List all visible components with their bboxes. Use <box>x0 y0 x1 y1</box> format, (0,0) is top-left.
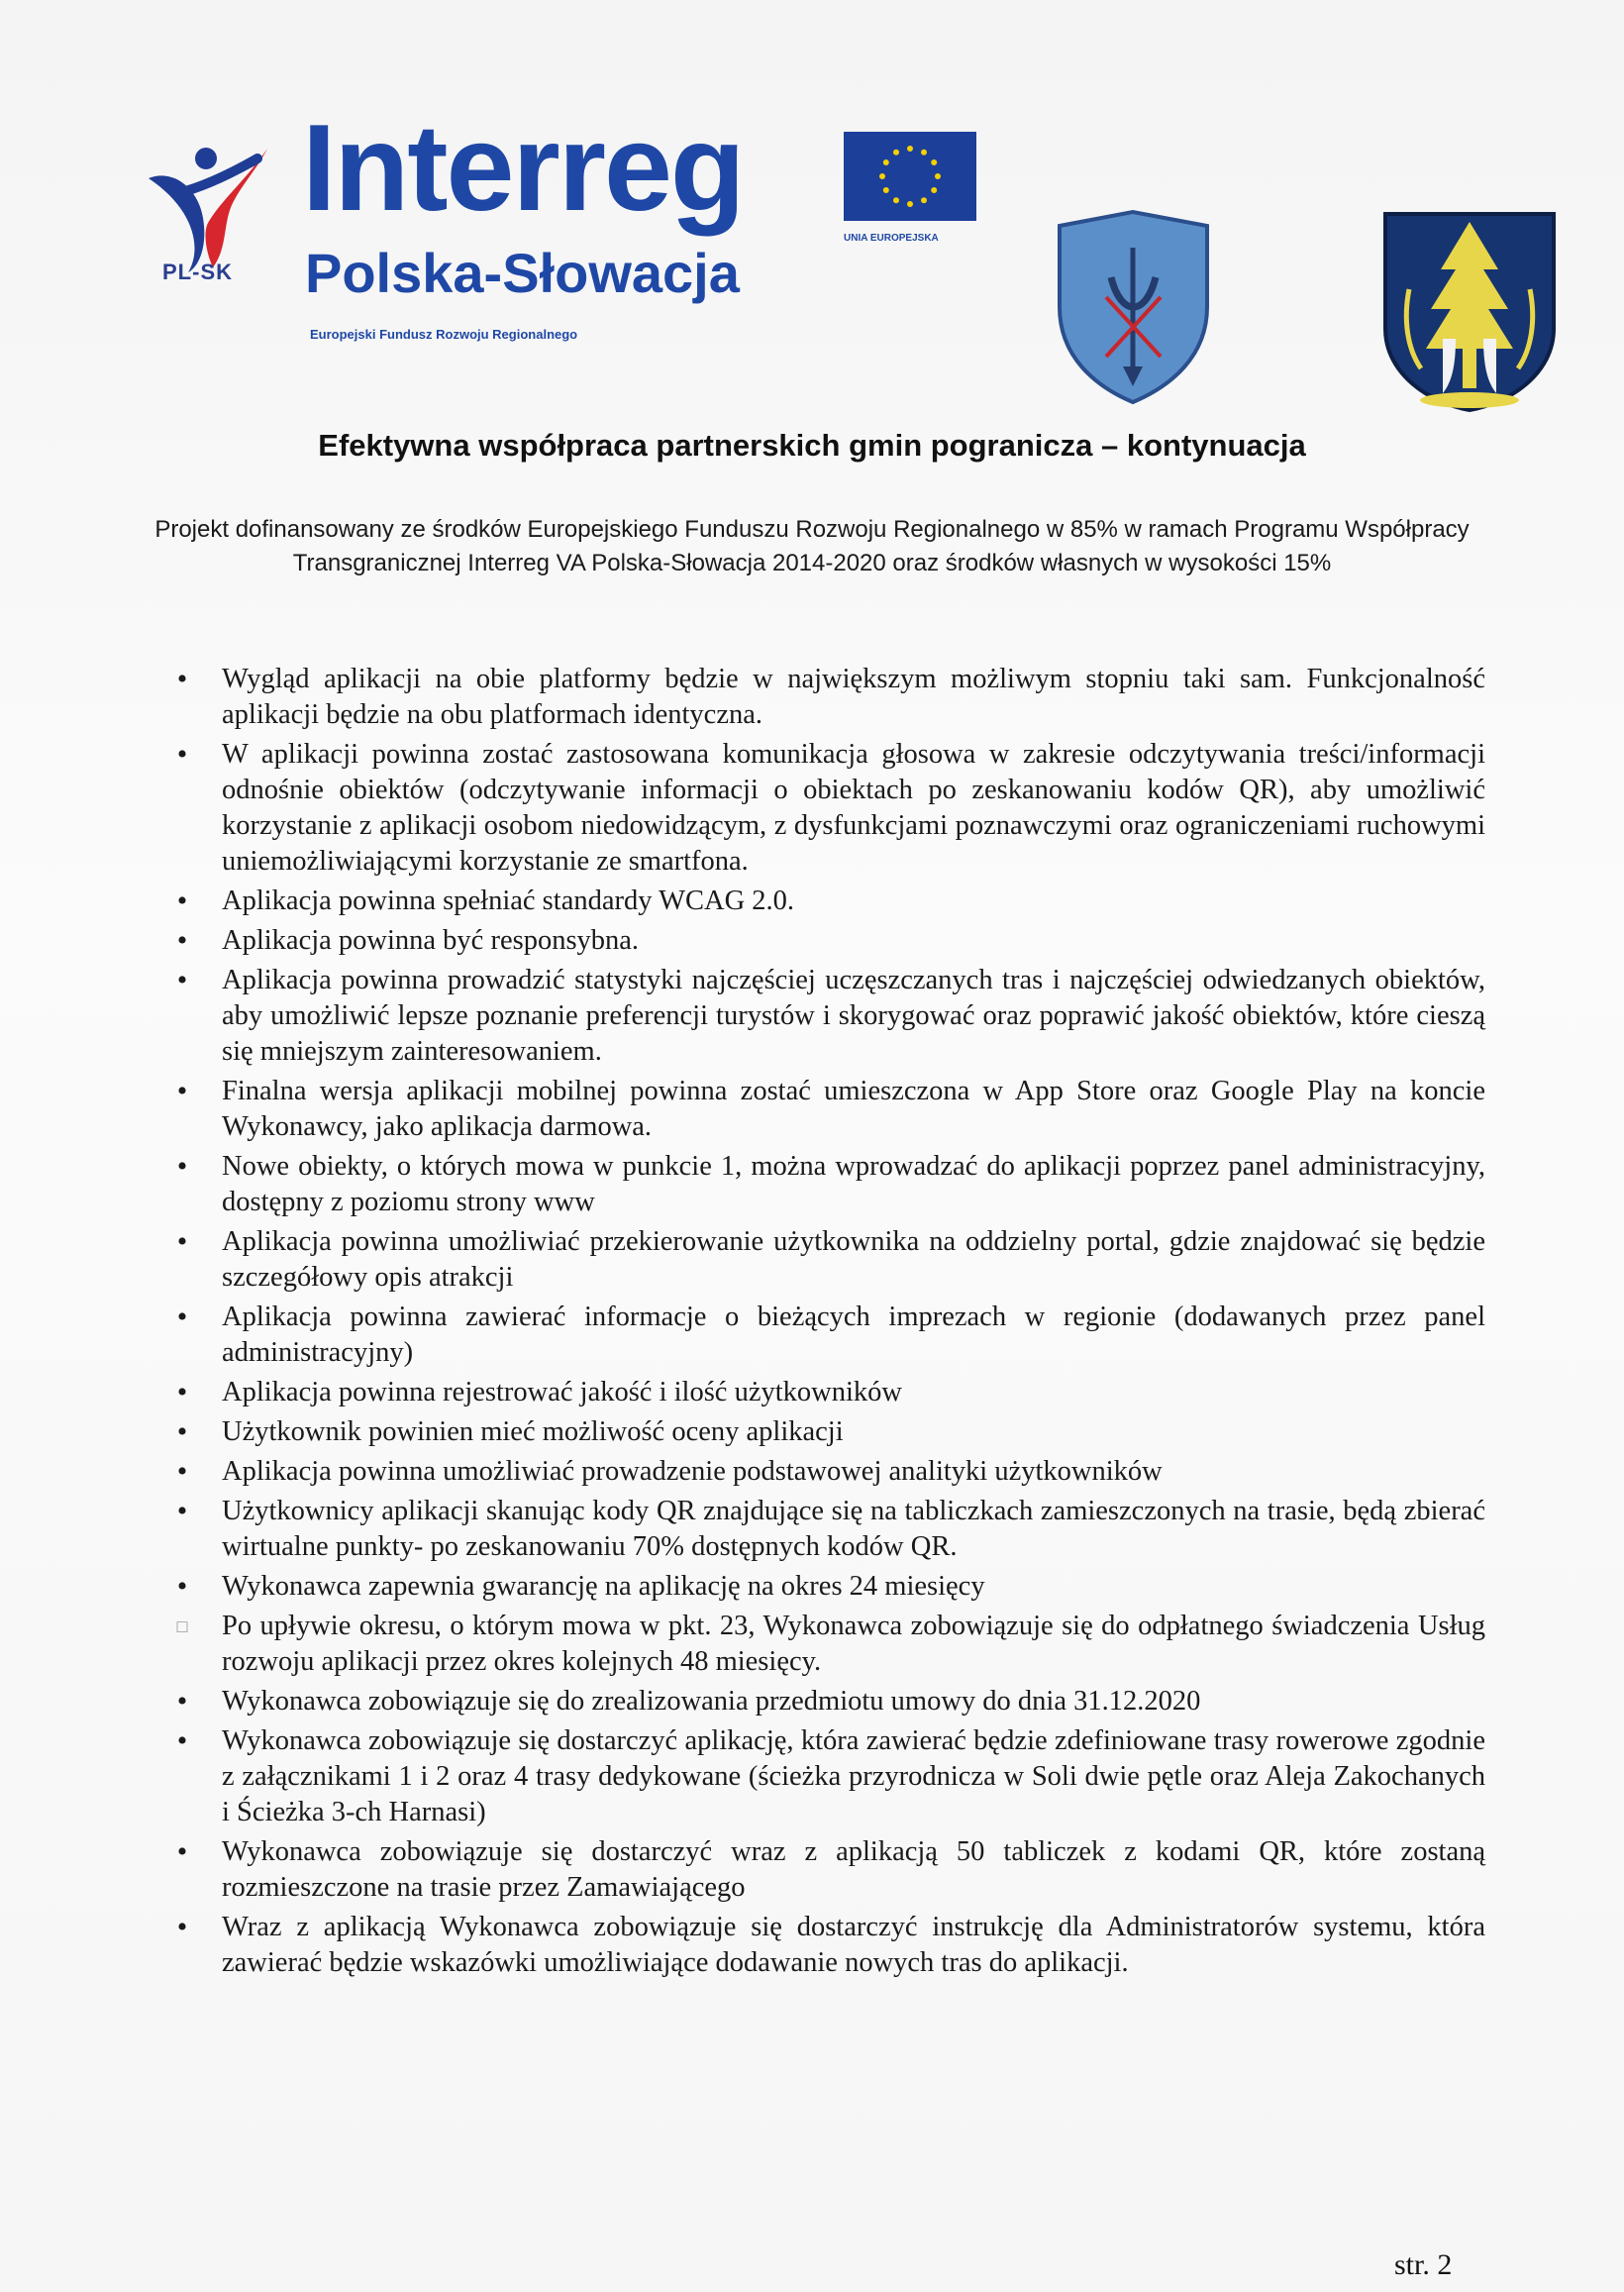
list-item <box>158 1609 1485 1680</box>
list-item-text: Wykonawca zobowiązuje się dostarczyć aplikację, która zawierać będzie zdefiniowane trasy rowerowe zgodnie z załącznikami 1 i 2 oraz 4 trasy dedykowane (ścieżka przyrodnicza w Soli dwie pętle oraz Aleja Zakochanych i Ścieżka 3-ch Harnasi) <box>222 1725 1485 1827</box>
list-item <box>158 963 1485 1070</box>
list-item-text: Użytkownicy aplikacji skanując kody QR znajdujące się na tabliczkach zamieszczonych na trasie, będą zbierać wirtualne punkty- po zeskanowaniu 70% dostępnych kodów QR. <box>222 1496 1485 1562</box>
list-item-text: Wraz z aplikacją Wykonawca zobowiązuje się dostarczyć instrukcję dla Administratorów systemu, która zawierać będzie wskazówki umożliwiające dodawanie nowych tras do aplikacji. <box>222 1912 1485 1978</box>
bullet-marker: • <box>176 738 188 771</box>
eu-star <box>935 173 941 179</box>
list-item <box>158 1684 1485 1719</box>
list-item-text: Wykonawca zobowiązuje się dostarczyć wraz z aplikacją 50 tabliczek z kodami QR, które zostaną rozmieszczone na trasie przez Zamawiającego <box>222 1836 1485 1903</box>
list-item <box>158 1723 1485 1830</box>
list-item-text: W aplikacji powinna zostać zastosowana komunikacja głosowa w zakresie odczytywania treści/informacji odnośnie obiektów (odczytywanie informacji o obiektach po zeskanowaniu kodów QR), aby umożliwić korzystanie z aplikacji osobom niedowidzącym, z dysfunkcjami poznawczymi oraz ograniczeniami ruchowymi uniemożliwiającymi korzystanie ze smartfona. <box>222 739 1485 877</box>
eu-star <box>893 197 899 203</box>
list-item-text: Aplikacja powinna spełniać standardy WCAG 2.0. <box>222 886 795 916</box>
list-item-text: Użytkownik powinien mieć możliwość oceny aplikacji <box>222 1416 844 1447</box>
list-item <box>158 1074 1485 1145</box>
bullet-marker: □ <box>176 1616 188 1636</box>
list-item-text: Aplikacja powinna umożliwiać przekierowanie użytkownika na oddzielny portal, gdzie znajdować się będzie szczegółowy opis atrakcji <box>222 1226 1485 1293</box>
bullet-marker: • <box>176 1835 188 1868</box>
program-name: Interreg <box>302 100 744 237</box>
page-number: str. 2 <box>1394 2248 1453 2281</box>
list-item-text: Wygląd aplikacji na obie platformy będzie w największym możliwym stopniu taki sam. Funkcjonalność aplikacji będzie na obu platformach identyczna. <box>222 664 1485 730</box>
eu-star <box>879 173 885 179</box>
bullet-marker: • <box>176 1075 188 1107</box>
list-item <box>158 1149 1485 1220</box>
list-item-text: Aplikacja powinna prowadzić statystyki najczęściej uczęszczanych tras i najczęściej odwiedzanych obiektów, aby umożliwić lepsze poznanie preferencji turystów i skorygować oraz poprawić jakość obiektów, które cieszą się mniejszym zainteresowaniem. <box>222 965 1485 1067</box>
bullet-marker: • <box>176 1570 188 1603</box>
eu-star <box>931 159 937 165</box>
bullet-marker: • <box>176 1455 188 1488</box>
bullet-marker: • <box>176 1685 188 1718</box>
eu-star <box>893 150 899 156</box>
eu-star <box>907 201 913 207</box>
list-item <box>158 923 1485 959</box>
list-item <box>158 1494 1485 1565</box>
eu-star <box>907 146 913 152</box>
eu-star <box>921 150 927 156</box>
interreg-logo <box>129 100 822 357</box>
bullet-marker: • <box>176 663 188 695</box>
bullet-marker: • <box>176 924 188 957</box>
list-item-text: Aplikacja powinna rejestrować jakość i ilość użytkowników <box>222 1377 902 1407</box>
list-item <box>158 1910 1485 1981</box>
bullet-marker: • <box>176 1225 188 1258</box>
program-region: Polska-Słowacja <box>305 242 740 304</box>
list-item-text: Finalna wersja aplikacji mobilnej powinna zostać umieszczona w App Store oraz Google Play na koncie Wykonawcy, jako aplikacja darmowa. <box>222 1076 1485 1142</box>
interreg-figure-icon <box>129 129 277 277</box>
list-item-text: Po upływie okresu, o którym mowa w pkt. 23, Wykonawca zobowiązuje się do odpłatnego świadczenia Usług rozwoju aplikacji przez okres kolejnych 48 miesięcy. <box>222 1611 1485 1677</box>
program-fund: Europejski Fundusz Rozwoju Regionalnego <box>310 327 578 342</box>
eu-star <box>921 197 927 203</box>
coat-of-arms-icon <box>1381 210 1558 412</box>
list-item <box>158 1414 1485 1450</box>
list-item <box>158 737 1485 880</box>
bullet-marker: • <box>176 1911 188 1943</box>
list-item-text: Nowe obiekty, o których mowa w punkcie 1, można wprowadzać do aplikacji poprzez panel administracyjny, dostępny z poziomu strony www <box>222 1151 1485 1217</box>
bullet-marker: • <box>176 885 188 917</box>
document-title: Efektywna współpraca partnerskich gmin pogranicza – kontynuacja <box>318 428 1306 463</box>
eu-star <box>931 187 937 193</box>
list-item <box>158 1569 1485 1605</box>
list-item <box>158 1454 1485 1490</box>
bullet-marker: • <box>176 1301 188 1333</box>
program-badge: PL-SK <box>162 260 233 284</box>
funding-note: Projekt dofinansowany ze środków Europejskiego Funduszu Rozwoju Regionalnego w 85% w ramach Programu Współpracy Transgranicznej Interreg VA Polska-Słowacja 2014-2020 oraz środków własnych w wysokości 15% <box>154 516 1470 576</box>
bullet-marker: • <box>176 1495 188 1527</box>
eu-flag-icon <box>844 132 976 221</box>
list-item <box>158 1224 1485 1296</box>
bullet-marker: • <box>176 964 188 996</box>
list-item <box>158 884 1485 919</box>
requirements-list <box>158 662 1485 1985</box>
list-item <box>158 1300 1485 1371</box>
list-item <box>158 1375 1485 1410</box>
list-item <box>158 1834 1485 1906</box>
eu-star <box>883 159 889 165</box>
rajcza-shield-icon <box>1052 208 1215 406</box>
eu-label: UNIA EUROPEJSKA <box>844 233 939 244</box>
bullet-marker: • <box>176 1376 188 1408</box>
list-item-text: Wykonawca zobowiązuje się do zrealizowania przedmiotu umowy do dnia 31.12.2020 <box>222 1686 1201 1717</box>
bullet-marker: • <box>176 1415 188 1448</box>
list-item-text: Aplikacja powinna być responsybna. <box>222 925 640 956</box>
list-item-text: Wykonawca zapewnia gwarancję na aplikację na okres 24 miesięcy <box>222 1571 985 1602</box>
bullet-marker: • <box>176 1724 188 1757</box>
bullet-marker: • <box>176 1150 188 1183</box>
list-item-text: Aplikacja powinna umożliwiać prowadzenie podstawowej analityki użytkowników <box>222 1456 1163 1487</box>
list-item <box>158 662 1485 733</box>
list-item-text: Aplikacja powinna zawierać informacje o bieżących imprezach w regionie (dodawanych przez panel administracyjny) <box>222 1302 1485 1368</box>
eu-star <box>883 187 889 193</box>
